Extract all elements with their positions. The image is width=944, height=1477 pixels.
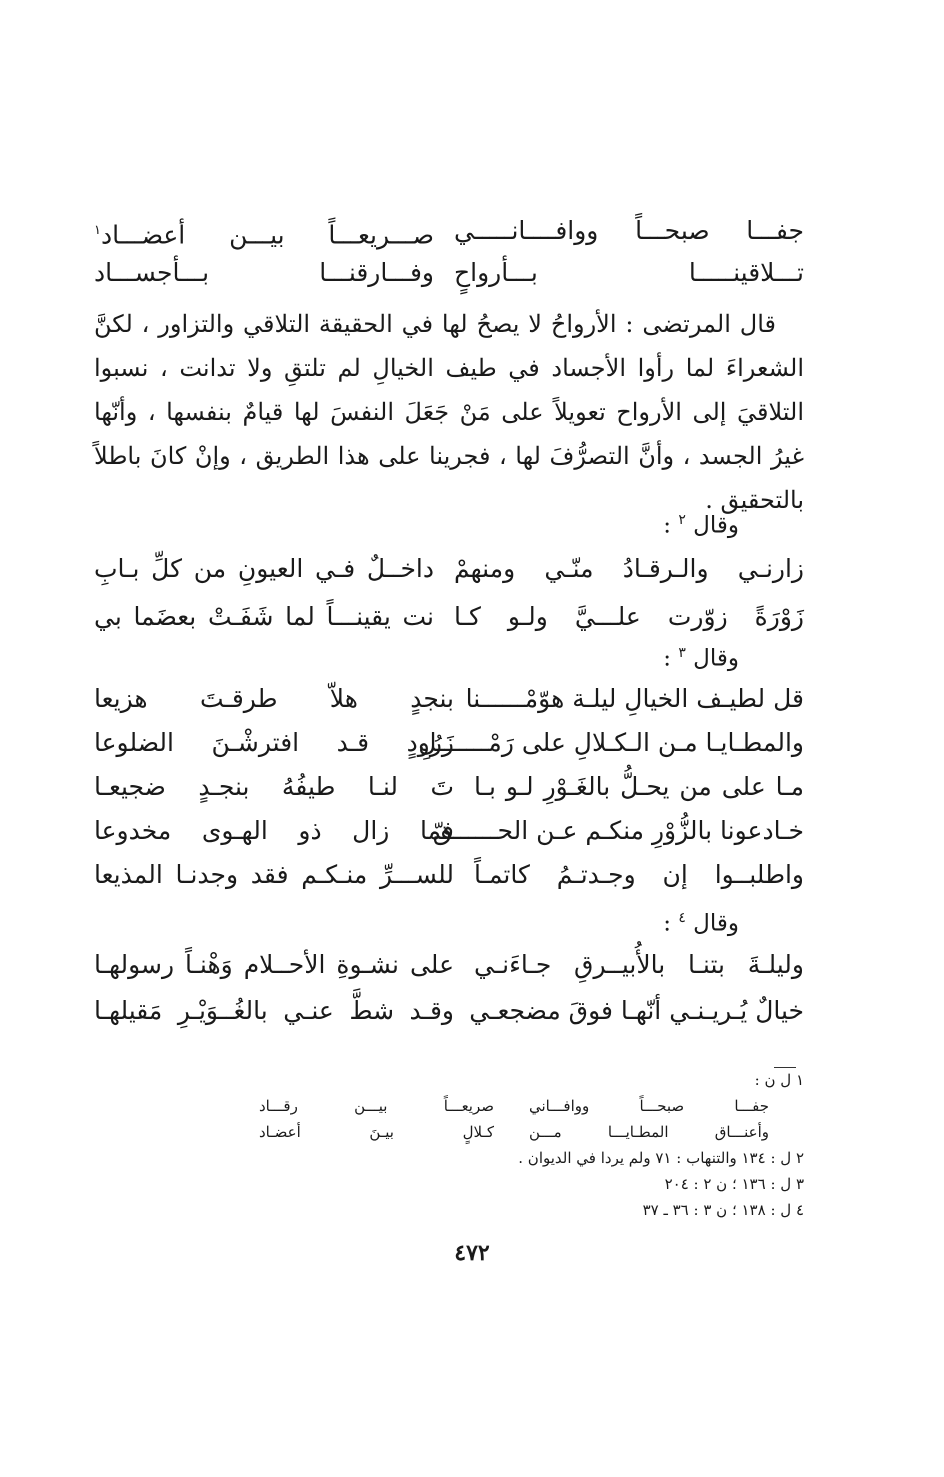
- footnote-marker: ١: [94, 223, 101, 238]
- verse-first-hemistich: زَوْرَةً زوّرت علـــيَّ ولـو كـا: [454, 602, 804, 631]
- verse-second-hemistich: وقـد شطَّ عنـي بالغُــوَيْـرِ مَقيلهـا: [94, 996, 454, 1025]
- footnote-verse: [259, 1120, 769, 1144]
- intro-text: وقال: [693, 910, 739, 937]
- verse-line: [94, 250, 804, 296]
- verse-line: [94, 720, 804, 766]
- footnote-verse: [259, 1094, 769, 1118]
- verse-line: [94, 808, 804, 854]
- verse-first-hemistich: خـادعونا بالزُّوْرِ منكـم عـن الحــــــقّ: [432, 816, 804, 845]
- verse-line: [94, 764, 804, 810]
- footnote-2: ٢ ل : ١٣٤ والتنهاب : ٧١ ولم يردا في الديوان .: [518, 1149, 804, 1167]
- verse-first-hemistich: تـــلاقينـــــا بـــأرواحٍ: [454, 258, 804, 287]
- verse-first-hemistich: مـا على من يحـلُّ بالغَـوْرِ لـو بـا: [474, 772, 804, 801]
- commentary-text: قال المرتضى : الأرواحُ لا يصحُ لها في الحقيقة التلاقي والتزاور ، لكنَّ الشعراءَ لما رأوا الأجساد في طيف الخيالِ لم تلتقِ ولا تدانت ، نسبوا التلاقيَ إلى الأرواح تعويلاً على مَنْ جَعَلَ النفسَ لها قيامٌ بنفسها ، وأنّها غيرُ الجسد ، وأنَّ التصرُّفَ لها ، فجرينا على هذا الطريق ، وإنْ كانَ باطلاً بالتحقيق .: [94, 310, 804, 514]
- verse-second-hemistich: فما زال ذو الهـوى مخدوعا: [94, 816, 454, 845]
- verse-second-hemistich: تَ لنـا طيفُهُ بنجـدٍ ضجيعـا: [94, 772, 454, 801]
- intro-text: وقال: [693, 645, 739, 672]
- verse-second-hemistich: داخــلٌ فـي العيونِ من كلِّ بـابِ: [94, 554, 434, 583]
- verse-second-hemistich: وفـــارقنـــا بـــأجســـاد: [94, 258, 434, 287]
- intro-text: وقال: [693, 512, 739, 539]
- poem-intro: [663, 505, 739, 539]
- verse-first-hemistich: خيالٌ يُـريـنـي أنّهـا فوقَ مضجعـي: [469, 996, 804, 1025]
- poem-intro: [663, 903, 739, 937]
- verse-line: [94, 208, 804, 254]
- footnote-marker: ٣: [678, 645, 686, 661]
- verse-line: [94, 676, 804, 722]
- verse-second-hemistich-text: صـــريعـــاً بيـــن أعضـــاد: [100, 220, 434, 250]
- footnote-4: ٤ ل : ١٣٨ ؛ ن ٣ : ٣٦ ـ ٣٧: [642, 1201, 804, 1219]
- footnote-1-label: ١ ل ن :: [754, 1071, 804, 1089]
- verse-first-hemistich: زارنـي والـرقـادُ منّـي ومنهمْ: [454, 554, 804, 583]
- intro-colon: :: [663, 910, 672, 937]
- verse-second-hemistich: على نشـوةِ الأحــلام وَهْنـاً رسولهـا: [94, 950, 454, 979]
- verse-line: [94, 546, 804, 592]
- page-number: ٤٧٢: [454, 1240, 490, 1266]
- intro-colon: :: [663, 645, 672, 672]
- verse-second-hemistich: بنجدٍ هلاّ طرقـتَ هزيعا: [94, 684, 454, 713]
- verse-first-hemistich: جفـــا صبحـــاً ووافـــاني: [529, 1097, 769, 1115]
- verse-second-hemistich: للســـرِّ منـكـم فقد وجدنـا المذيعا: [94, 860, 454, 889]
- verse-line: [94, 594, 804, 640]
- footnote-3: ٣ ل : ١٣٦ ؛ ن ٢ : ٢٠٤: [664, 1175, 804, 1193]
- verse-second-hemistich: زَرُودٍ قـد افترشْـنَ الضلوعا: [94, 728, 454, 757]
- verse-second-hemistich: صريعـــاً بيـــن رقـــاد: [259, 1097, 494, 1115]
- intro-colon: :: [663, 512, 672, 539]
- footnote-marker: ٤: [678, 910, 686, 926]
- footnote-marker: ٢: [678, 512, 686, 528]
- verse-second-hemistich: نت يقينـــاً لما شَفَـتْ بعضَما بي: [94, 602, 434, 631]
- verse-line: [94, 852, 804, 898]
- poem-intro: [663, 638, 739, 672]
- verse-first-hemistich: قل لطيـف الخيالِ ليلـة هوّمْــــــنا: [465, 684, 804, 713]
- verse-first-hemistich: وأعنـــاق المطـايـــا مـــن: [529, 1123, 769, 1141]
- verse-line: [94, 942, 804, 988]
- verse-first-hemistich: وليلـةَ بتنـا بالأُبيــرقِ جـاءَنـي: [474, 950, 804, 979]
- commentary-paragraph: [94, 302, 804, 522]
- verse-first-hemistich: واطلبــوا إن وجـدتـمُ كاتمـاً: [474, 860, 804, 889]
- verse-second-hemistich: كـلالٍ بيـنَ أعضـاد: [259, 1123, 494, 1141]
- verse-line: [94, 988, 804, 1034]
- verse-first-hemistich: جفـــا صبحـــاً ووافــــانـــــي: [454, 216, 804, 245]
- verse-first-hemistich: والمطـايـا مـن الـكـلالِ على رَمْـــــــلِ: [418, 728, 804, 757]
